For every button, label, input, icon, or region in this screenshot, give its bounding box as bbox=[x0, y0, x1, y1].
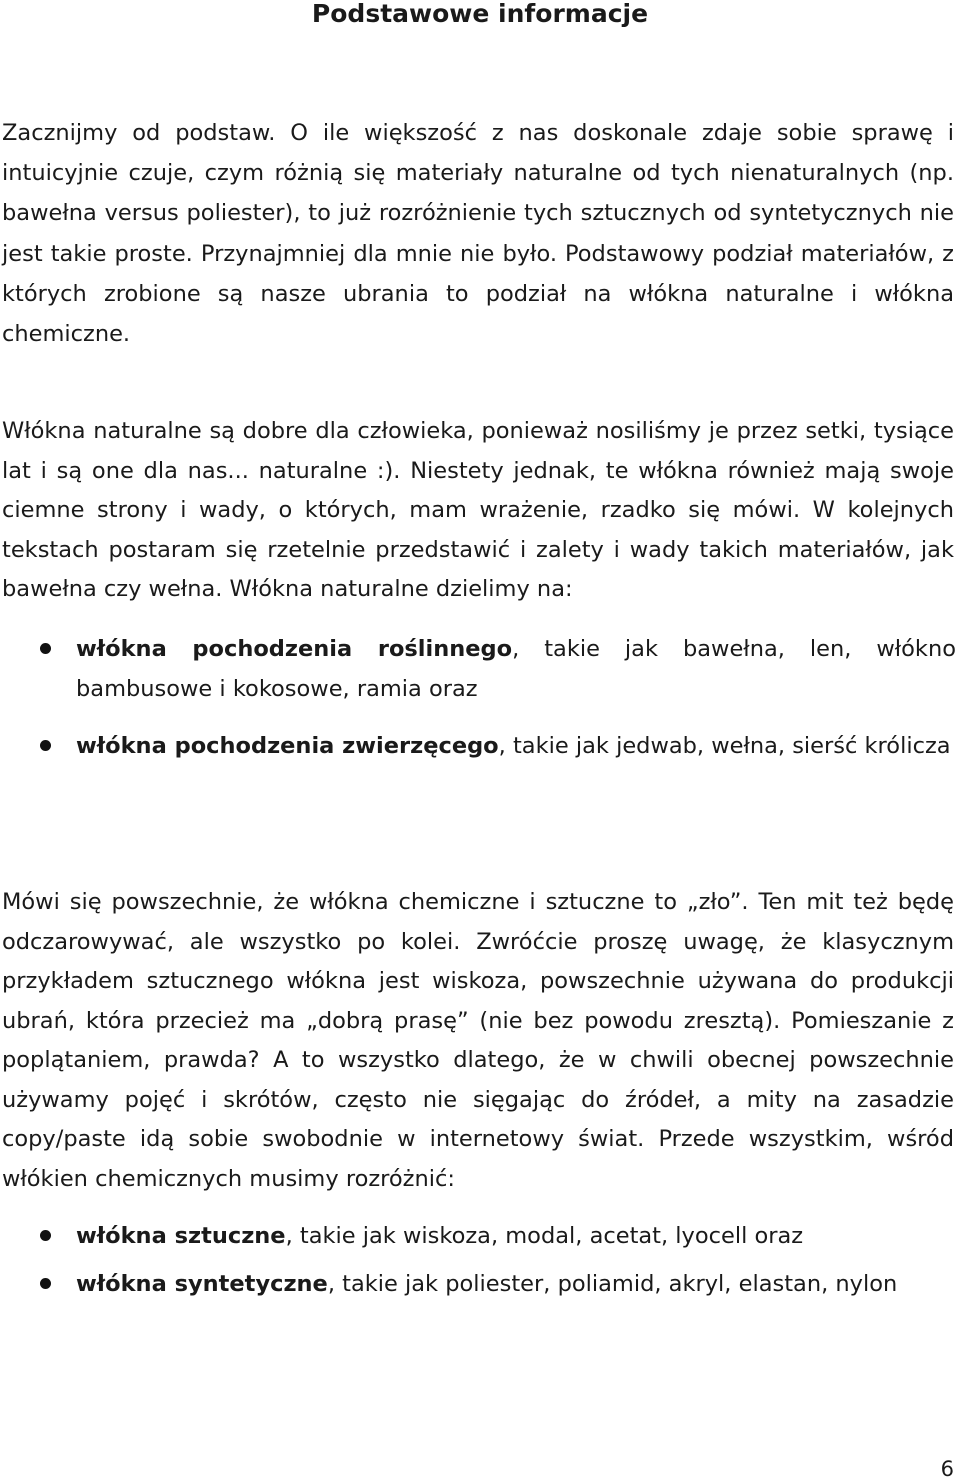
bullet-icon bbox=[40, 740, 51, 751]
page-number: 6 bbox=[940, 1457, 954, 1481]
list-item bbox=[0, 726, 956, 766]
list-item-term: włókna pochodzenia roślinnego bbox=[76, 636, 513, 662]
list-item bbox=[0, 629, 956, 709]
chemical-fibers-list bbox=[0, 1216, 956, 1312]
list-item bbox=[0, 1264, 956, 1304]
list-item-text: , takie jak bawełna, len, włókno bambusowe i kokosowe, ramia oraz bbox=[76, 636, 956, 702]
chemical-fibers-paragraph: Mówi się powszechnie, że włókna chemiczne i sztuczne to „zło”. Ten mit też będę odczarowywać, ale wszystko po kolei. Zwróćcie proszę uwagę, że klasycznym przykładem sztucznego włókna jest wiskoza, powszechnie używana do produkcji ubrań, która przecież ma „dobrą prasę” (nie bez powodu zresztą). Pomieszanie z poplątaniem, prawda? A to wszystko dlatego, że w chwili obecnej powszechnie używamy pojęć i skrótów, często nie sięgając do źródeł, a mity na zasadzie copy/paste idą sobie swobodnie w internetowy świat. Przede wszystkim, wśród włókien chemicznych musimy rozróżnić: bbox=[2, 889, 954, 1192]
list-item-text: , takie jak wiskoza, modal, acetat, lyocell oraz bbox=[285, 1223, 804, 1249]
intro-paragraph: Zacznijmy od podstaw. O ile większość z nas doskonale zdaje sobie sprawę i intuicyjnie czuje, czym różnią się materiały naturalne od tych nienaturalnych (np. bawełna versus poliester), to już rozróżnienie tych sztucznych od syntetycznych nie jest takie proste. Przynajmniej dla mnie nie było. Podstawowy podział materiałów, z których zrobione są nasze ubrania to podział na włókna naturalne i włókna chemiczne. bbox=[2, 120, 954, 348]
bullet-icon bbox=[40, 1230, 51, 1241]
list-item-text: , takie jak poliester, poliamid, akryl, elastan, nylon bbox=[327, 1271, 898, 1297]
list-item bbox=[0, 1216, 956, 1256]
bullet-icon bbox=[40, 643, 51, 654]
list-item-term: włókna pochodzenia zwierzęcego bbox=[76, 733, 499, 759]
bullet-icon bbox=[40, 1278, 51, 1289]
list-item-text: , takie jak jedwab, wełna, sierść królicza bbox=[498, 733, 951, 759]
list-item-term: włókna sztuczne bbox=[76, 1223, 286, 1249]
natural-fibers-paragraph: Włókna naturalne są dobre dla człowieka, ponieważ nosiliśmy je przez setki, tysiące lat i są one dla nas... naturalne :). Niestety jednak, te włókna również mają swoje ciemne strony i wady, o których, mam wrażenie, rzadko się mówi. W kolejnych tekstach postaram się rzetelnie przedstawić i zalety i wady takich materiałów, jak bawełna czy wełna. Włókna naturalne dzielimy na: bbox=[2, 418, 954, 602]
list-item-term: włókna syntetyczne bbox=[76, 1271, 328, 1297]
natural-fibers-list bbox=[0, 629, 956, 783]
page-title: Podstawowe informacje bbox=[311, 0, 649, 28]
